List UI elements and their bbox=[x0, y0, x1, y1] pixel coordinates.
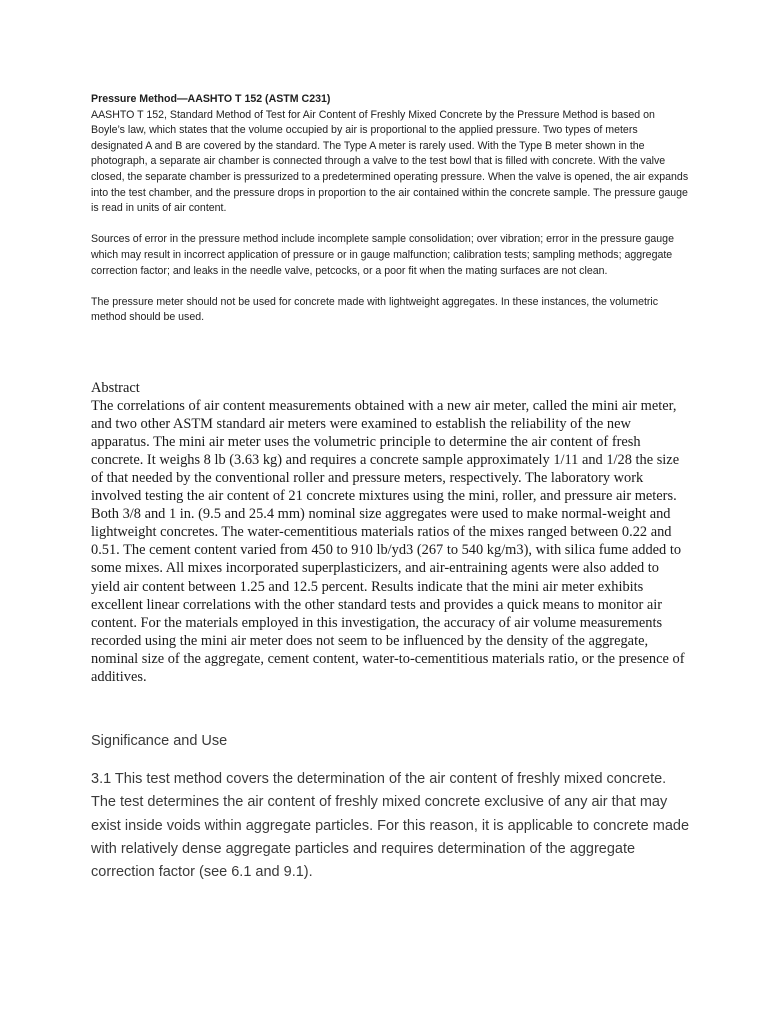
abstract-title: Abstract bbox=[91, 380, 140, 396]
pressure-method-paragraph-2: Sources of error in the pressure method include incomplete sample consolidation; over vibration; error in the pressure gauge which may result in incorrect application of pressure or in gauge malfunction; calibration tests; sampling methods; aggregate correction factor; and leaks in the needle valve, petcocks, or a poor fit when the mating surfaces are not clean. bbox=[91, 233, 674, 277]
pressure-method-paragraph-3: The pressure meter should not be used for concrete made with lightweight aggregates. In these instances, the volumetric method should be used. bbox=[91, 295, 659, 324]
significance-title: Significance and Use bbox=[91, 733, 228, 749]
abstract-section bbox=[91, 379, 691, 686]
pressure-method-heading: Pressure Method—AASHTO T 152 (ASTM C231) bbox=[91, 93, 331, 105]
significance-body: 3.1 This test method covers the determination of the air content of freshly mixed concrete. The test determines the air content of freshly mixed concrete exclusive of any air that may exist inside voids within aggregate particles. For this reason, it is applicable to concrete made with relatively dense aggregate particles and requires determination of the aggregate correction factor (see 6.1 and 9.1). bbox=[91, 771, 690, 881]
abstract-body: The correlations of air content measurements obtained with a new air meter, called the mini air meter, and two other ASTM standard air meters were examined to establish the reliability of the new apparatus. The mini air meter uses the volumetric principle to determine the air content of fresh concrete. It weighs 8 lb (3.63 kg) and requires a concrete sample approximately 1/11 and 1/28 the size of that needed by the conventional roller and pressure meters, respectively. The laboratory work involved testing the air content of 21 concrete mixtures using the mini, roller, and pressure air meters. Both 3/8 and 1 in. (9.5 and 25.4 mm) nominal size aggregates were used to make normal-weight and lightweight concretes. The water-cementitious materials ratios of the mixes ranged between 0.22 and 0.51. The cement content varied from 450 to 910 lb/yd3 (267 to 540 kg/m3), with silica fume added to some mixes. All mixes incorporated superplasticizers, and air-entraining agents were also added to yield air content between 1.25 and 12.5 percent. Results indicate that the mini air meter exhibits excellent linear correlations with the other standard tests and provides a quick means to monitor air content. For the materials employed in this investigation, the accuracy of air volume measurements recorded using the mini air meter does not seem to be influenced by the density of the aggregate, nominal size of the aggregate, cement content, water-to-cementitious materials ratio, or the presence of additives. bbox=[91, 398, 685, 685]
pressure-method-section bbox=[91, 92, 691, 342]
pressure-method-paragraph-1: AASHTO T 152, Standard Method of Test for Air Content of Freshly Mixed Concrete by the Pressure Method is based on Boyle’s law, which states that the volume occupied by air is proportional to the applied pressure. Two types of meters designated A and B are covered by the standard. The Type A meter is rarely used. With the Type B meter shown in the photograph, a separate air chamber is connected through a valve to the test bowl that is filled with concrete. With the valve closed, the separate chamber is pressurized to a predetermined operating pressure. When the valve is opened, the air expands into the test chamber, and the pressure drops in proportion to the air contained within the concrete sample. The pressure gauge is read in units of air content. bbox=[91, 108, 689, 215]
